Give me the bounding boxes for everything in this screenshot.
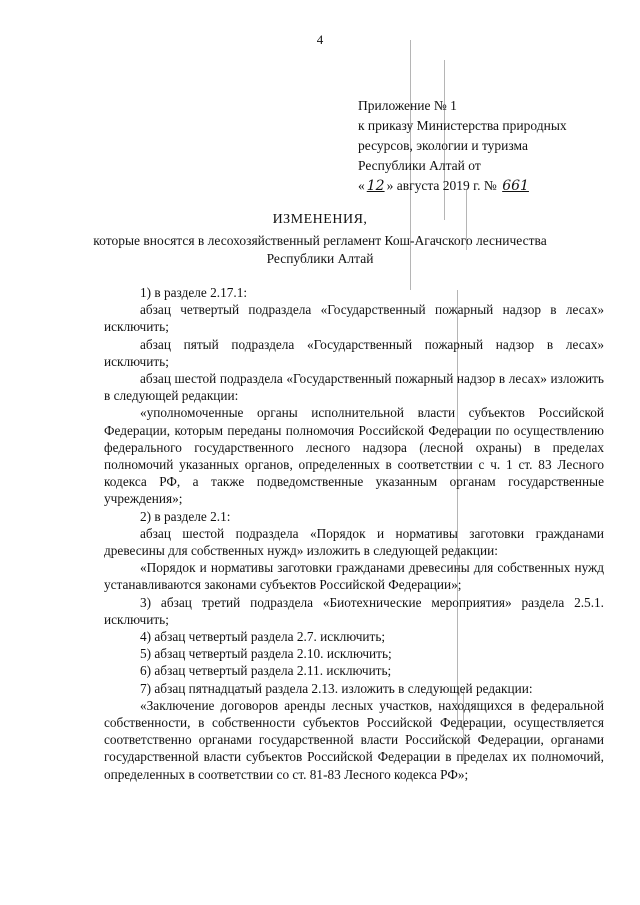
paragraph: 6) абзац четвертый раздела 2.11. исключить;	[140, 663, 392, 679]
paragraph: «уполномоченные органы исполнительной власти субъектов Российской Федерации, которым переданы полномочия Российской Федерации по осуществлению федерального государственного лесного надзора (лесной охраны) в пределах полномочий указанных органов, определенных в соответствии с ч. 1 ст. 83 Лесного кодекса РФ, а также подведомственные указанным органам государственные учреждения»;	[104, 405, 604, 507]
date-rest: » августа 2019 г. №	[386, 178, 497, 193]
paragraph: 5) абзац четвертый раздела 2.10. исключить;	[140, 646, 392, 662]
paragraph: абзац пятый подраздела «Государственный пожарный надзор в лесах» исключить;	[104, 336, 604, 369]
appendix-block	[358, 96, 567, 196]
appendix-line: к приказу Министерства природных	[358, 118, 567, 133]
paragraph: 4) абзац четвертый раздела 2.7. исключить;	[140, 629, 386, 645]
page-number: 4	[316, 32, 324, 47]
paragraph: «Порядок и нормативы заготовки гражданами древесины для собственных нужд устанавливаются законами субъектов Российской Федерации»;	[104, 560, 604, 593]
paragraph: абзац четвертый подраздела «Государственный пожарный надзор в лесах» исключить;	[104, 302, 604, 335]
paragraph: «Заключение договоров аренды лесных участков, находящихся в федеральной собственности, в собственности субъектов Российской Федерации, осуществляется соответственно органами государственной власти Российской Федерации, органами государственной власти субъектов Российской Федерации в пределах их полномочий, определенных в соответствии со ст. 81-83 Лесного кодекса РФ»;	[104, 697, 604, 782]
appendix-line: Приложение № 1	[358, 98, 457, 113]
paragraph: 1) в разделе 2.17.1:	[140, 285, 248, 300]
document-body	[104, 284, 604, 783]
document-title: ИЗМЕНЕНИЯ,	[272, 212, 368, 227]
appendix-line: Республики Алтай от	[358, 158, 481, 173]
handwritten-day: 12	[366, 178, 385, 194]
paragraph: абзац шестой подраздела «Порядок и нормативы заготовки гражданами древесины для собственных нужд» изложить в следующей редакции:	[104, 525, 604, 559]
appendix-date-line	[358, 176, 567, 196]
paragraph: 2) в разделе 2.1:	[140, 508, 231, 524]
handwritten-doc-number: 661	[502, 178, 529, 194]
appendix-line: ресурсов, экологии и туризма	[358, 138, 528, 153]
date-open-quote: «	[358, 178, 365, 193]
paragraph: 7) абзац пятнадцатый раздела 2.13. изложить в следующей редакции:	[140, 680, 533, 696]
document-subtitle: которые вносятся в лесохозяйственный регламент Кош-Агачского лесничества Республики Алтай	[93, 233, 547, 266]
paragraph: абзац шестой подраздела «Государственный пожарный надзор в лесах» изложить в следующей редакции:	[104, 371, 604, 404]
paragraph: 3) абзац третий подраздела «Биотехнические мероприятия» раздела 2.5.1. исключить;	[104, 594, 604, 627]
